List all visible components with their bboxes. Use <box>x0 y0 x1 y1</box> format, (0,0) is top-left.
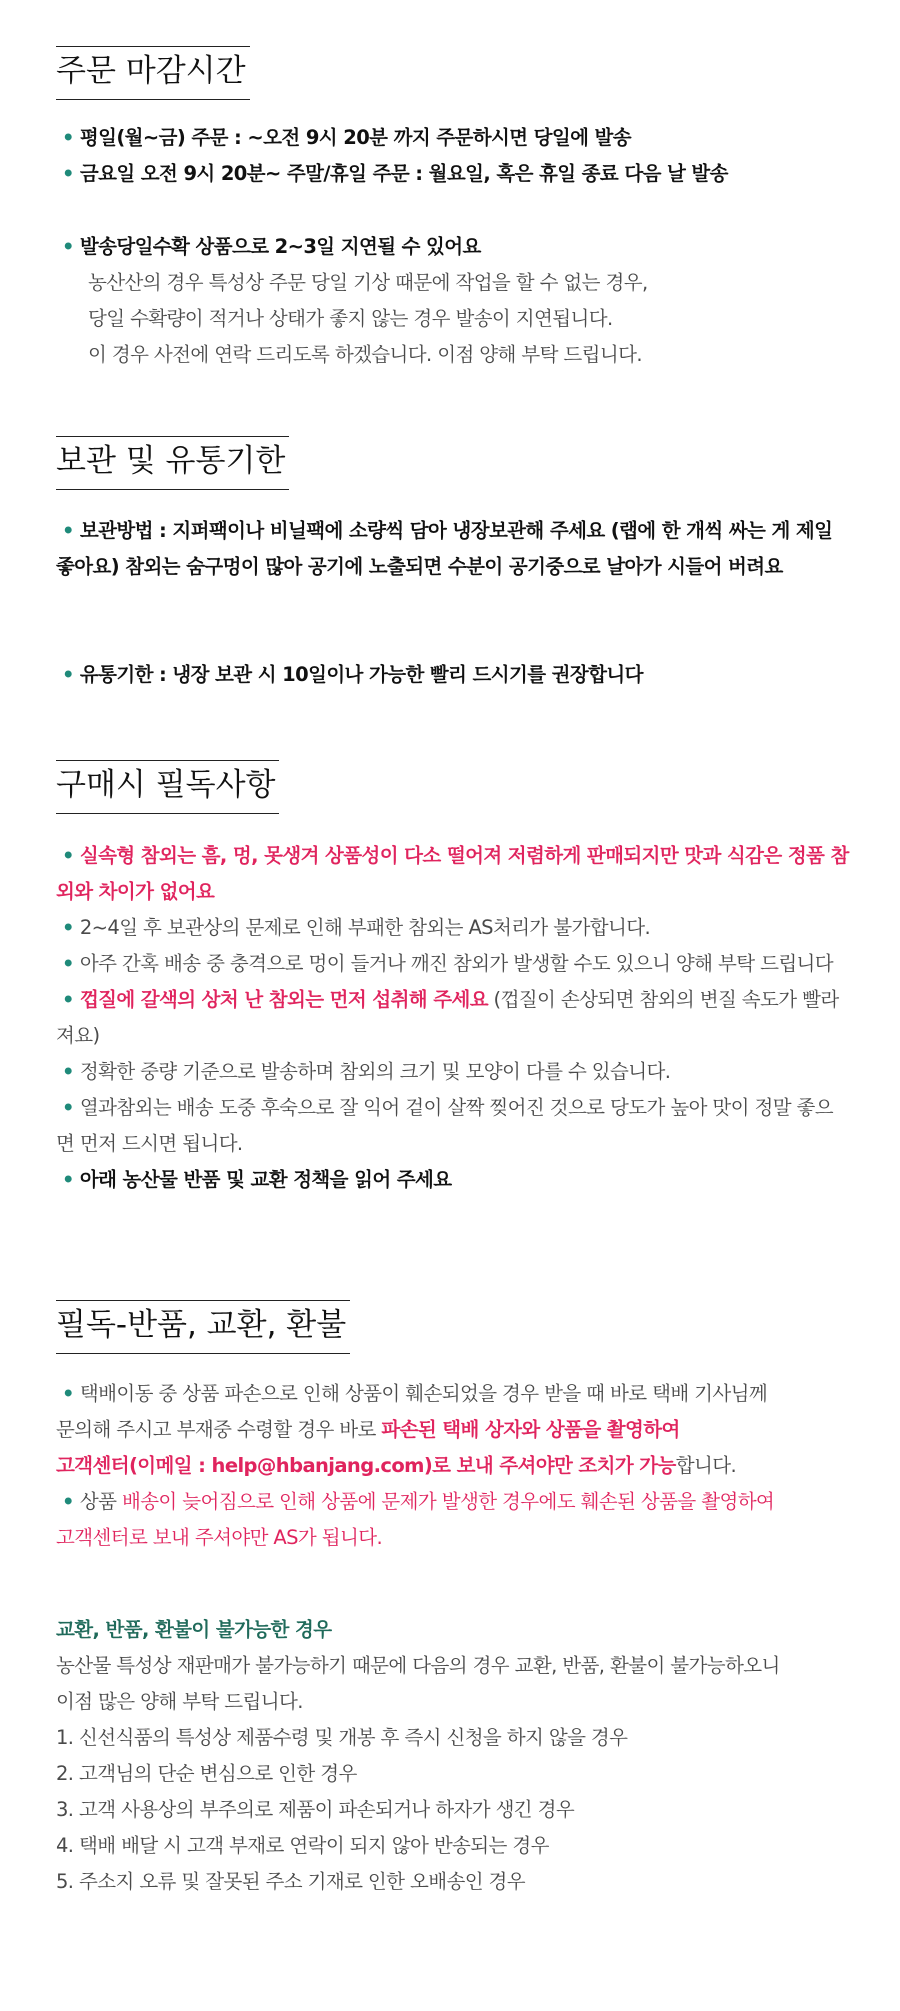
required-list <box>56 838 856 1198</box>
required-crack-note: 열과참외는 배송 도중 후숙으로 잘 익어 겉이 살짝 찢어진 것으로 당도가 높아 맛이 정말 좋으면 먼저 드시면 됩니다. <box>56 1096 834 1155</box>
list-item <box>56 513 836 585</box>
list-item: 3. 고객 사용상의 부주의로 제품이 파손되거나 하자가 생긴 경우 <box>56 1798 575 1821</box>
required-as-note: 2~4일 후 보관상의 문제로 인해 부패한 참외는 AS처리가 불가합니다. <box>79 916 651 939</box>
bullet-icon: • <box>62 1168 74 1191</box>
not-allowed-section <box>56 1612 856 1900</box>
refund-warning: 고객센터(이메일 : help@hbanjang.com)로 보내 주셔야만 조치가 가능 <box>56 1454 676 1477</box>
storage-method-text: 보관방법 : 지퍼팩이나 비닐팩에 소량씩 담아 냉장보관해 주세요 (랩에 한 개씩 싸는 게 제일 좋아요) 참외는 숨구멍이 많아 공기에 노출되면 수분이 공기중으로 날아가 시들어 버려요 <box>56 519 833 578</box>
refund-line <box>56 1412 856 1448</box>
refund-line <box>56 1448 856 1484</box>
bullet-icon: • <box>62 1060 74 1083</box>
not-allowed-intro: 이점 많은 양해 부탁 드립니다. <box>56 1690 303 1713</box>
bullet-icon: • <box>62 1096 74 1119</box>
list-item <box>56 1162 856 1198</box>
required-damage-note: 아주 간혹 배송 중 충격으로 멍이 들거나 깨진 참외가 발생할 수도 있으니 양해 부탁 드립니다 <box>79 952 834 975</box>
bullet-icon: • <box>62 519 74 542</box>
storage-method <box>56 513 836 585</box>
list-item: 1. 신선식품의 특성상 제품수령 및 개봉 후 즉시 신청을 하지 않을 경우 <box>56 1726 628 1749</box>
bullet-icon: • <box>62 952 74 975</box>
bullet-icon: • <box>62 844 74 867</box>
bullet-icon: • <box>62 1490 74 1513</box>
refund-warning: 파손된 택배 상자와 상품을 촬영하여 <box>381 1418 680 1441</box>
refund-line <box>56 1484 856 1520</box>
refund-warning: 배송이 늦어짐으로 인해 상품에 문제가 발생한 경우에도 훼손된 상품을 촬영하여 <box>121 1490 775 1513</box>
refund-text: 상품 <box>79 1490 122 1513</box>
section-title-required: 구매시 필독사항 <box>56 760 279 814</box>
section-title-deadline: 주문 마감시간 <box>56 46 250 100</box>
bullet-icon: • <box>62 126 74 149</box>
list-item: 5. 주소지 오류 및 잘못된 주소 기재로 인한 오배송인 경우 <box>56 1870 526 1893</box>
refund-text: 택배이동 중 상품 파손으로 인해 상품이 훼손되었을 경우 받을 때 바로 택배 기사님께 <box>79 1382 768 1405</box>
bullet-icon: • <box>62 1382 74 1405</box>
section-title-refund: 필독-반품, 교환, 환불 <box>56 1300 350 1354</box>
bullet-icon: • <box>62 663 74 686</box>
harvest-delay: 발송당일수확 상품으로 2~3일 지연될 수 있어요 <box>79 235 481 258</box>
required-value-note: 실속형 참외는 흠, 멍, 못생겨 상품성이 다소 떨어져 저렴하게 판매되지만 맛과 식감은 정품 참외와 차이가 없어요 <box>56 844 849 903</box>
not-allowed-intro: 농산물 특성상 재판매가 불가능하기 때문에 다음의 경우 교환, 반품, 환불이 불가능하오니 <box>56 1654 780 1677</box>
required-peel-note: 껍질에 갈색의 상처 난 참외는 먼저 섭취해 주세요 <box>79 988 488 1011</box>
bullet-icon: • <box>62 162 74 185</box>
harvest-detail-line: 당일 수확량이 적거나 상태가 좋지 않는 경우 발송이 지연됩니다. <box>88 307 613 330</box>
refund-line <box>56 1376 856 1412</box>
bullet-icon: • <box>62 988 74 1011</box>
harvest-notice <box>56 229 856 373</box>
list-item <box>56 910 856 946</box>
list-item <box>56 838 856 910</box>
deadline-weekday: 평일(월~금) 주문 : ~오전 9시 20분 까지 주문하시면 당일에 발송 <box>79 126 631 149</box>
harvest-detail-line: 이 경우 사전에 연락 드리도록 하겠습니다. 이점 양해 부탁 드립니다. <box>88 343 642 366</box>
deadline-list <box>56 120 856 192</box>
refund-details <box>56 1376 856 1556</box>
list-item: 2. 고객님의 단순 변심으로 인한 경우 <box>56 1762 357 1785</box>
list-item <box>56 657 856 693</box>
list-item <box>56 120 856 156</box>
bullet-icon: • <box>62 916 74 939</box>
bullet-icon: • <box>62 235 74 258</box>
list-item <box>56 229 856 265</box>
section-title-storage: 보관 및 유통기한 <box>56 436 289 490</box>
refund-warning: 고객센터로 보내 주셔야만 AS가 됩니다. <box>56 1526 383 1549</box>
list-item <box>56 1054 856 1090</box>
refund-text: 문의해 주시고 부재중 수령할 경우 바로 <box>56 1418 382 1441</box>
not-allowed-heading: 교환, 반품, 환불이 불가능한 경우 <box>56 1618 332 1641</box>
list-item <box>56 982 846 1054</box>
required-peel-detail: (껍질이 손상되면 참외의 변질 속도가 빨라져요) <box>56 988 839 1047</box>
shelf-life-text: 유통기한 : 냉장 보관 시 10일이나 가능한 빨리 드시기를 권장합니다 <box>79 663 643 686</box>
required-weight-note: 정확한 중량 기준으로 발송하며 참외의 크기 및 모양이 다를 수 있습니다. <box>79 1060 671 1083</box>
list-item <box>56 156 856 192</box>
list-item: 4. 택배 배달 시 고객 부재로 연락이 되지 않아 반송되는 경우 <box>56 1834 549 1857</box>
deadline-weekend: 금요일 오전 9시 20분~ 주말/휴일 주문 : 월요일, 혹은 휴일 종료 다음 날 발송 <box>79 162 728 185</box>
harvest-detail-line: 농산산의 경우 특성상 주문 당일 기상 때문에 작업을 할 수 없는 경우, <box>88 271 648 294</box>
shelf-life <box>56 657 856 693</box>
list-item <box>56 946 836 982</box>
refund-text: 합니다. <box>675 1454 737 1477</box>
list-item <box>56 1090 846 1162</box>
required-policy-note: 아래 농산물 반품 및 교환 정책을 읽어 주세요 <box>79 1168 452 1191</box>
